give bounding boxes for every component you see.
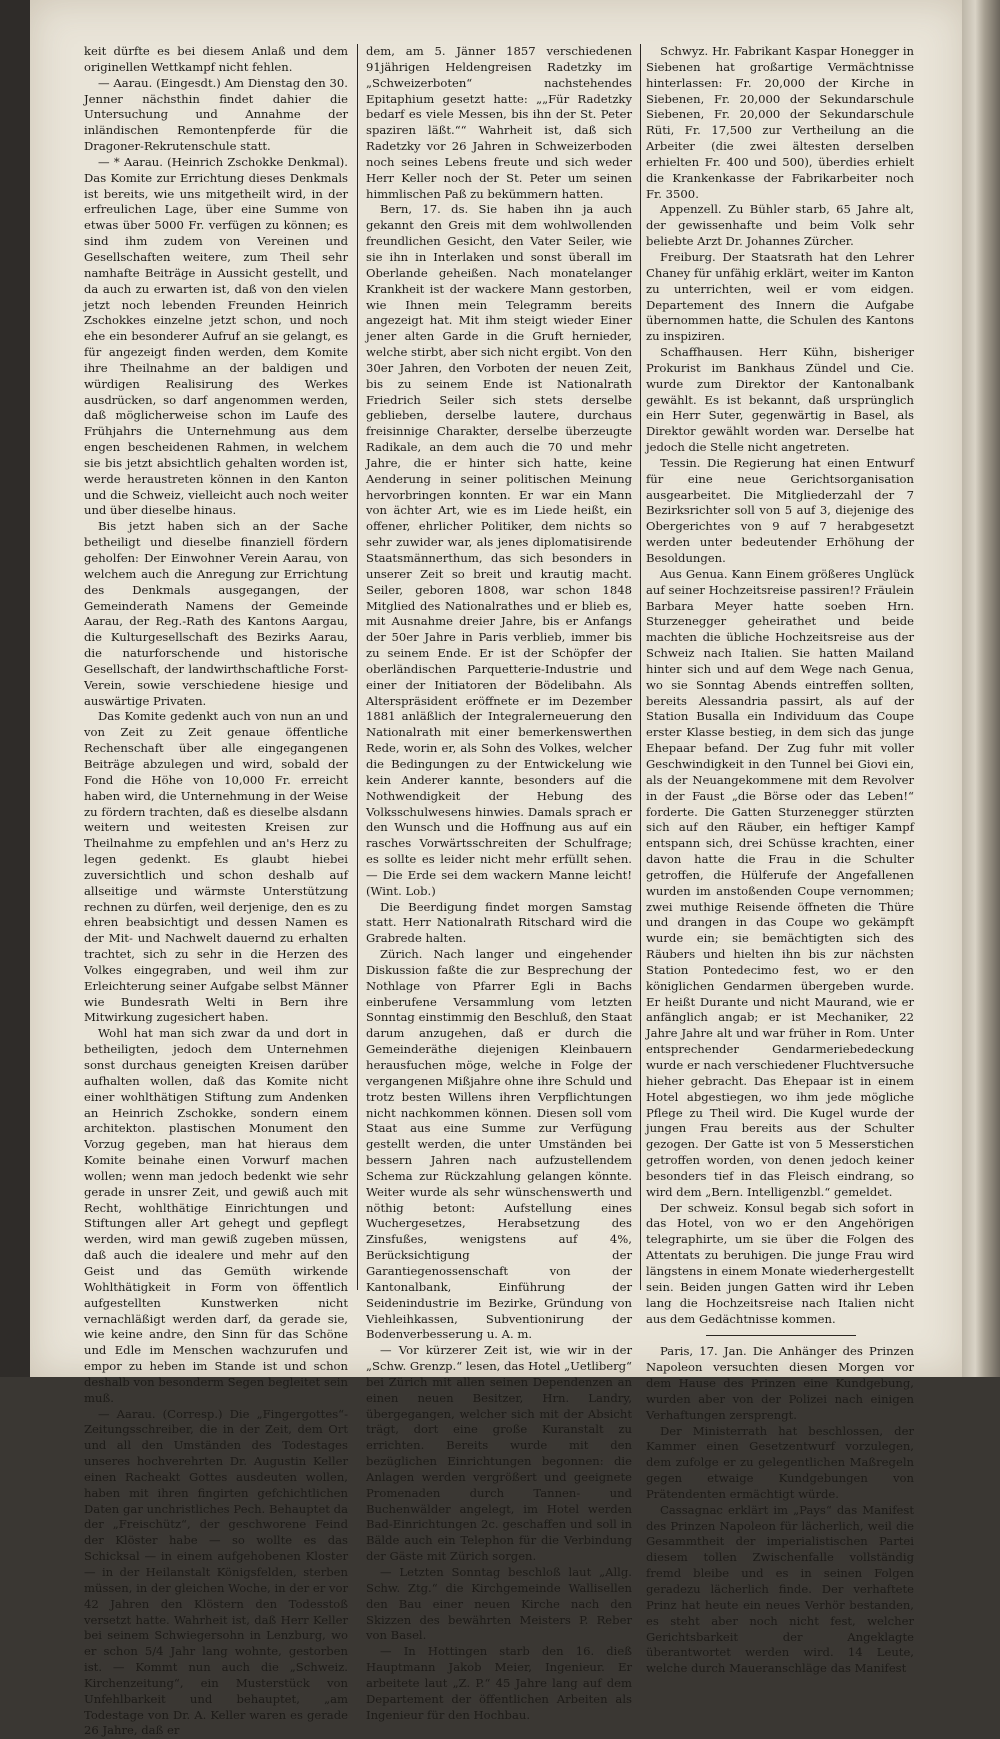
article-paragraph: Die Beerdigung findet morgen Samstag statt. Herr Nationalrath Ritschard wird die Grabrede halten. — [366, 899, 632, 946]
article-paragraph: Freiburg. Der Staatsrath hat den Lehrer Chaney für unfähig erklärt, weiter im Kanton zu unterrichten, weil er vom eidgen. Departement des Innern die Aufgabe übernommen hatte, die Schulen des Kantons zu inspiziren. — [646, 249, 914, 344]
article-paragraph: Das Komite gedenkt auch von nun an und von Zeit zu Zeit genaue öffentliche Rechenschaft über alle eingegangenen Beiträge abzulegen und wird, sobald der Fond die Höhe von 10,000 Fr. erreicht haben wird, die Unternehmung in der Weise zu fördern trachten, daß es dieselbe alsdann weitern und weitesten Kreisen zur Theilnahme zu empfehlen und an's Herz zu legen gedenkt. Es glaubt hiebei zuversichtlich und schon deshalb auf allseitige und wärmste Unterstützung rechnen zu dürfen, weil derjenige, den es zu ehren beabsichtigt und dessen Namen es der Mit- und Nachwelt dauernd zu erhalten trachtet, sich zu sehr in die Herzen des Volkes eingegraben, und weil ihm zur Erleichterung seiner Aufgabe selbst Männer wie Bundesrath Welti in Bern ihre Mitwirkung zugesichert haben. — [84, 709, 348, 1025]
article-paragraph: Tessin. Die Regierung hat einen Entwurf für eine neue Gerichtsorganisation ausgearbeitet. Die Mitgliederzahl der 7 Bezirksrichter soll von 5 auf 3, diejenige des Obergerichtes von 9 auf 7 herabgesetzt werden unter bedeutender Erhöhung der Besoldungen. — [646, 455, 914, 565]
article-paragraph: Der Ministerrath hat beschlossen, der Kammer einen Gesetzentwurf vorzulegen, dem zufolge er zu gelegentlichen Maßregeln gegen etwaige Kundgebungen von Prätendenten ermächtigt würde. — [646, 1423, 914, 1501]
article-paragraph: Schaffhausen. Herr Kühn, bisheriger Prokurist im Bankhaus Zündel und Cie. wurde zum Direktor der Kantonalbank gewählt. Es ist bekannt, daß ursprünglich ein Herr Suter, gegenwärtig in Basel, als Direktor gewählt worden war. Derselbe hat jedoch die Stelle nicht angetreten. — [646, 345, 914, 455]
text-column-3 — [646, 44, 914, 1676]
article-paragraph: — Vor kürzerer Zeit ist, wie wir in der „Schw. Grenzp.“ lesen, das Hotel „Uetliberg“ bei Zürich mit allen seinen Dependenzen an einen neuen Besitzer, Hrn. Landry, übergegangen, welcher sich mit der Absicht trägt, dort eine große Kuranstalt zu errichten. Bereits wurde mit den bezüglichen Einrichtungen begonnen: die Anlagen werden vergrößert und geeignete Promenaden durch Tannen- und Buchenwälder angelegt, im Hotel werden Bad-Einrichtungen 2c. geschaffen und soll in Bälde auch ein Telephon für die Verbindung der Gäste mit Zürich sorgen. — [366, 1343, 632, 1564]
article-paragraph: keit dürfte es bei diesem Anlaß und dem originellen Wettkampf nicht fehlen. — [84, 44, 348, 74]
article-paragraph: Zürich. Nach langer und eingehender Diskussion faßte die zur Besprechung der Nothlage von Pfarrer Egli in Bachs einberufene Versammlung vom letzten Sonntag einstimmig den Beschluß, den Staat darum anzugehen, daß er durch die Gemeinderäthe diejenigen Kleinbauern herausfuchen möge, welche in Folge der vergangenen Mißjahre ohne ihre Schuld und trotz besten Willens ihren Verpflichtungen nicht nachkommen können. Diesen soll vom Staat aus eine Summe zur Verfügung gestellt werden, die unter Umständen bei bessern Jahren nach aufzustellendem Schema zur Rückzahlung gelangen könnte. Weiter wurde als sehr wünschenswerth und nöthig betont: Aufstellung eines Wuchergesetzes, Herabsetzung des Zinsfußes, wenigstens auf 4%, Berücksichtigung der Garantiegenossenschaft von der Kantonalbank, Einführung der Seidenindustrie im Bezirke, Gründung von Viehleihkassen, Subventionirung der Bodenverbesserung u. A. m. — [366, 947, 632, 1342]
page-edge — [962, 0, 1000, 1377]
article-paragraph: Paris, 17. Jan. Die Anhänger des Prinzen Napoleon versuchten diesen Morgen vor dem Hause des Prinzen eine Kundgebung, wurden aber von der Polizei nach einigen Verhaftungen zersprengt. — [646, 1344, 914, 1422]
column-rule — [357, 44, 358, 1290]
text-column-2 — [366, 44, 632, 1722]
article-paragraph: — Aarau. (Corresp.) Die „Fingergottes“-Zeitungsschreiber, die in der Zeit, dem Ort und all den Umständen des Todestages unseres hochverehrten Dr. Augustin Keller einen Racheakt Gottes ausdeuten wollen, haben mit ihren fingirten gefchichtlichen Daten gar unchristliches Pech. Behauptet da der „Freischütz“, der geschworene Feind der Klöster habe — so wollte es das Schicksal — in einem aufgehobenen Kloster — in der Heilanstalt Königsfelden, sterben müssen, in der gleichen Woche, in der er vor 42 Jahren den Klöstern den Todesstoß versetzt hatte. Wahrheit ist, daß Herr Keller bei seinem Schwiegersohn in Lenzburg, wo er schon 5/4 Jahr lang wohnte, gestorben ist. — Kommt nun auch die „Schweiz. Kirchenzeitung“, ein Musterstück von Unfehlbarkeit und behauptet, „am Todestage von Dr. A. Keller waren es gerade 26 Jahre, daß er — [84, 1406, 348, 1738]
article-paragraph: Bern, 17. ds. Sie haben ihn ja auch gekannt den Greis mit dem wohlwollenden freundlichen Gesicht, den Vater Seiler, wie sie ihn in Interlaken und sonst überall im Oberlande geheißen. Nach monatelanger Krankheit ist der wackere Mann gestorben, wie Ihnen mein Telegramm bereits angezeigt hat. Mit ihm steigt wieder Einer jener alten Garde in die Gruft hernieder, welche stirbt, aber sich nicht ergibt. Von den 30er Jahren, den Vorboten der neuen Zeit, bis zu seinem Ende ist Nationalrath Friedrich Seiler sich stets derselbe geblieben, derselbe lautere, durchaus freisinnige Charakter, derselbe überzeugte Radikale, an dem auch die 70 und mehr Jahre, die er hinter sich hatte, keine Aenderung in seiner politischen Meinung hervorbringen konnten. Er war ein Mann von ächter Art, wie es im Liede heißt, ein offener, ehrlicher Politiker, dem nichts so sehr zuwider war, als jenes diplomatisirende Staatsmännerthum, das sich besonders in unserer Zeit so breit und krautig macht. Seiler, geboren 1808, war schon 1848 Mitglied des Nationalrathes und er blieb es, mit Ausnahme dreier Jahre, bis er Anfangs der 50er Jahre in Paris verblieb, immer bis zu seinem Ende. Er ist der Schöpfer der oberländischen Parquetterie-Industrie und einer der Initiatoren der Bödelibahn. Als Alterspräsident eröffnete er im Dezember 1881 anläßlich der Integralerneuerung den Nationalrath mit einer bemerkenswerthen Rede, worin er, als Sohn des Volkes, welcher die Bedingungen zu der Entwickelung wie kein Anderer kannte, besonders auf die Nothwendigkeit der Hebung des Volksschulwesens hinwies. Damals sprach er den Wunsch und die Hoffnung aus auf ein rasches Vorwärtsschreiten der Schulfrage; es sollte es leider nicht mehr erfüllt sehen. — Die Erde sei dem wackern Manne leicht! (Wint. Lob.) — [366, 202, 632, 898]
article-paragraph: — In Hottingen starb den 16. dieß Hauptmann Jakob Meier, Ingenieur. Er arbeitete laut „Z. P.“ 45 Jahre lang auf dem Departement der öffentlichen Arbeiten als Ingenieur für den Hochbau. — [366, 1644, 632, 1722]
text-column-1 — [84, 44, 348, 1738]
article-paragraph: Cassagnac erklärt im „Pays“ das Manifest des Prinzen Napoleon für lächerlich, weil die Gesammtheit der imperialistischen Partei diesem tollen Zwischenfalle vollständig fremd bleibe und es in seinen Folgen geradezu lächerlich finde. Der verhaftete Prinz hat heute ein neues Verhör bestanden, es steht aber noch nicht fest, welcher Gerichtsbarkeit der Angeklagte überantwortet werden wird. 14 Leute, welche durch Maueranschläge das Manifest — [646, 1502, 914, 1676]
column-rule — [640, 44, 641, 1290]
article-separator — [706, 1335, 856, 1336]
article-paragraph: — Letzten Sonntag beschloß laut „Allg. Schw. Ztg.“ die Kirchgemeinde Wallisellen den Bau einer neuen Kirche nach den Skizzen des bewährten Meisters P. Reber von Basel. — [366, 1565, 632, 1643]
article-paragraph: Aus Genua. Kann Einem größeres Unglück auf seiner Hochzeitsreise passiren!? Fräulein Barbara Meyer hatte soeben Hrn. Sturzenegger geheirathet und beide machten die übliche Hochzeitsreise aus der Schweiz nach Italien. Sie hatten Mailand hinter sich und auf dem Wege nach Genua, wo sie Sonntag Abends eintreffen sollten, bereits Alessandria passirt, als auf der Station Busalla ein Individuum das Coupe erster Klasse bestieg, in dem sich das junge Ehepaar befand. Der Zug fuhr mit voller Geschwindigkeit in den Tunnel bei Giovi ein, als der Neuangekommene mit dem Revolver in der Faust „die Börse oder das Leben!“ forderte. Die Gatten Sturzenegger stürzten sich auf den Räuber, ein heftiger Kampf entspann sich, drei Schüsse krachten, einer davon hatte die Frau in die Schulter getroffen, die Hülferufe der Angefallenen wurden im anstoßenden Coupe vernommen; zwei muthige Reisende öffneten die Thüre und drangen in das Coupe wo gekämpft wurde ein; sie bemächtigten sich des Räubers und hielten ihn bis zur nächsten Station Pontedecimo fest, wo er den königlichen Gendarmen übergeben wurde. Er heißt Durante und nicht Maurand, wie er anfänglich angab; er ist Mechaniker, 22 Jahre Jahre alt und war früher in Rom. Unter entsprechender Gendarmeriebedeckung wurde er nach verschiedener Fluchtversuche hieher gebracht. Das Ehepaar ist in einem Hotel abgestiegen, wo ihm jede mögliche Pflege zu Theil wird. Die Kugel wurde der jungen Frau bereits aus der Schulter gezogen. Der Gatte ist von 5 Messerstichen getroffen worden, von denen jedoch keiner besonders tief in das Fleisch eindrang, so wird dem „Bern. Intelligenzbl.“ gemeldet. — [646, 566, 914, 1199]
article-paragraph: — * Aarau. (Heinrich Zschokke Denkmal). Das Komite zur Errichtung dieses Denkmals ist bereits, wie uns mitgetheilt wird, in der erfreulichen Lage, über eine Summe von etwas über 5000 Fr. verfügen zu können; es sind ihm zudem von Vereinen und Gesellschaften weitere, zum Theil sehr namhafte Beiträge in Aussicht gestellt, und da auch zu erwarten ist, daß von den vielen jetzt noch lebenden Freunden Heinrich Zschokkes einzelne jetzt schon, und noch ehe ein besonderer Aufruf an sie gelangt, es für angezeigt finden werden, dem Komite ihre Theilnahme an der baldigen und würdigen Realisirung des Werkes ausdrücken, so darf angenommen werden, daß möglicherweise schon im Laufe des Frühjahrs die Unternehmung aus dem engen bescheidenen Rahmen, in welchem sie bis jetzt absichtlich gehalten worden ist, werde heraustreten können in den Kanton und die Schweiz, vielleicht auch noch weiter und über dieselbe hinaus. — [84, 154, 348, 518]
article-paragraph: Appenzell. Zu Bühler starb, 65 Jahre alt, der gewissenhafte und beim Volk sehr beliebte Arzt Dr. Johannes Zürcher. — [646, 202, 914, 249]
article-paragraph: Bis jetzt haben sich an der Sache betheiligt und dieselbe finanziell fördern geholfen: Der Einwohner Verein Aarau, von welchem auch die Anregung zur Errichtung des Denkmals ausgegangen, der Gemeinderath Namens der Gemeinde Aarau, der Reg.-Rath des Kantons Aargau, die Kulturgesellschaft des Bezirks Aarau, die naturforschende und historische Gesellschaft, der landwirthschaftliche Forst-Verein, sowie verschiedene hiesige und auswärtige Privaten. — [84, 519, 348, 708]
article-paragraph: Schwyz. Hr. Fabrikant Kaspar Honegger in Siebenen hat großartige Vermächtnisse hinterlassen: Fr. 20,000 der Kirche in Siebenen, Fr. 20,000 der Sekundarschule Siebenen, Fr. 20,000 der Sekundarschule Rüti, Fr. 17,500 zur Vertheilung an die Arbeiter (die zwei ältesten derselben erhielten Fr. 400 und 500), überdies erhielt die Krankenkasse der Fabrikarbeiter noch Fr. 3500. — [646, 44, 914, 201]
article-paragraph: dem, am 5. Jänner 1857 verschiedenen 91jährigen Heldengreisen Radetzky im „Schweizerboten“ nachstehendes Epitaphium gesetzt hatte: „„Für Radetzky bedarf es viele Messen, bis ihn der St. Peter spaziren läßt.““ Wahrheit ist, daß sich Radetzky vor 26 Jahren in Schweizerboden noch seines Lebens freute und sich weder Herr Keller noch der St. Peter um seinen himmlischen Paß zu bekümmern hatten. — [366, 44, 632, 201]
article-paragraph: — Aarau. (Eingesdt.) Am Dienstag den 30. Jenner nächsthin findet dahier die Untersuchung und Annahme der inländischen Remontenpferde für die Dragoner-Rekrutenschule statt. — [84, 75, 348, 154]
article-paragraph: Der schweiz. Konsul begab sich sofort in das Hotel, von wo er den Angehörigen telegraphirte, um sie über die Folgen des Attentats zu beruhigen. Die junge Frau wird längstens in einem Monate wiederhergestellt sein. Beiden jungen Gatten wird ihr Leben lang die Hochzeitsreise nach Italien nicht aus dem Gedächtnisse kommen. — [646, 1200, 914, 1326]
article-paragraph: Wohl hat man sich zwar da und dort in betheiligten, jedoch dem Unternehmen sonst durchaus geneigten Kreisen darüber aufhalten wollen, daß das Komite nicht einer wohlthätigen Stiftung zum Andenken an Heinrich Zschokke, sondern einem architekton. plastischen Monument den Vorzug gegeben, man hat hieraus dem Komite beinahe einen Vorwurf machen wollen; wenn man jedoch bedenkt wie sehr gerade in unsrer Zeit, und gewiß auch mit Recht, wohlthätige Einrichtungen und Stiftungen aller Art gehegt und gepflegt werden, wird man gewiß zugeben müssen, daß auch die idealere und mehr auf den Geist und das Gemüth wirkende Wohlthätigkeit in Form von öffentlich aufgestellten Kunstwerken nicht vernachläßigt werden darf, da gerade sie, wie keine andre, den Sinn für das Schöne und Edle im Menschen wachzurufen und empor zu heben im Stande ist und schon deshalb von besonderm Segen begleitet sein muß. — [84, 1026, 348, 1405]
